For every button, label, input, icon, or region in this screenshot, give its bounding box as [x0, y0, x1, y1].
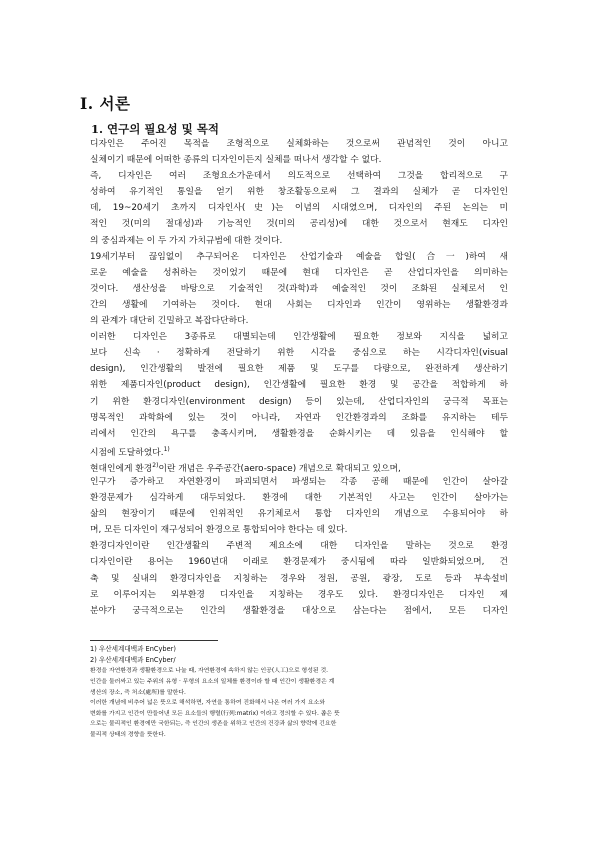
text-line: 성하여 유기적인 통일을 얻기 위한 창조활동으로써 그 결과의 실체가 곧 디자인인: [90, 187, 508, 198]
chapter-title: Ⅰ. 서론: [80, 94, 131, 113]
text-line: 삶의 현장이기 때문에 인위적인 유기체로서 통합 디자인의 개념으로 수용되어야 하: [90, 509, 508, 520]
footnote: 1) 우산세계대백과 EnCyber): [90, 645, 176, 653]
footnote-text: 으로는 물리적인 환경에만 국한되는, 즉 인간의 생존을 위하고 인간의 건강과 삶의 향락에 긴요한: [90, 721, 337, 728]
footnote-text: 인간을 둘러싸고 있는 주위의 유형 · 무형의 요소의 일체를 환경이라 할 때 인간이 생활환경은 계: [90, 679, 335, 685]
text-line: 이러한 디자인은 3종류로 대별되는데 인간생활에 필요한 정보와 지식을 넓히고: [90, 332, 508, 343]
text-line: 로운 예술을 성취하는 것이었기 때문에 현대 디자인은 곧 산업디자인을 의미하는: [90, 267, 508, 278]
body-text: [90, 136, 508, 619]
text-line: 위한 제품디자인(product design), 인간생활에 필요한 환경 및 공간을 적합하게 하: [90, 380, 508, 391]
text-line: 디자인이란 용어는 1960년대 이래로 환경문제가 중시됨에 따라 일반화되었으며, 건: [90, 557, 508, 568]
text-line: 디자인은 주어진 목적을 조형적으로 실체화하는 것으로써 관념적인 것이 아니고: [90, 139, 508, 149]
footnote-ref: 1): [163, 445, 170, 453]
footnote-text: 물리적 상태의 경향을 뜻한다.: [90, 731, 166, 738]
text-line: design), 인간생활의 발전에 필요한 제품 및 도구를 다량으로, 완전하게 생산하기: [90, 364, 508, 375]
text-line: 환경디자인이란 인간생활의 주변적 제요소에 대한 디자인을 말하는 것으로 환경: [90, 541, 508, 552]
text-line: 의 중심과제는 이 두 가지 가치규범에 대한 것이다.: [90, 235, 283, 246]
text-line: 실체이기 때문에 어떠한 종류의 디자인이든지 실체를 떠나서 생각할 수 없다.: [90, 155, 382, 166]
text-line: 환경문제가 심각하게 대두되었다. 환경에 대한 기본적인 사고는 인간이 살아가는: [90, 493, 508, 504]
footnote-divider: [90, 640, 218, 641]
footnote-text: 환경을 자연환경과 생활환경으로 나눌 때, 자연환경에 속하지 않는 인공(人工)으로 형성된 것.: [90, 668, 329, 675]
text-line: 로 이루어지는 외부환경 디자인을 지칭하는 경우도 있다. 환경디자인은 디자인 제: [90, 589, 508, 600]
text-line: 보다 신속 · 정확하게 전달하기 위한 시각을 중심으로 하는 시각디자인(visual: [90, 348, 508, 359]
text-line: 며, 모든 디자인이 재구성되어 환경으로 통합되어야 한다는 데 있다.: [90, 525, 348, 536]
text-line: 축 및 실내의 환경디자인을 지칭하는 경우와 정원, 공원, 광장, 도로 등과 부속설비: [90, 573, 508, 584]
text-line: 리에서 인간의 욕구를 충족시키며, 생활환경을 순화시키는 데 있음을 인식해야 할: [90, 428, 508, 439]
text-line: [90, 458, 508, 474]
text-line-content: 이란 개념은 우주공간(aero-space) 개념으로 확대되고 있으며,: [158, 463, 401, 474]
footnote-ref: 2): [152, 461, 159, 469]
text-line: 분야가 궁극적으로는 인간의 생활환경을 대상으로 삼는다는 점에서, 모든 디자인: [90, 605, 508, 616]
text-line: 인구가 증가하고 자연환경이 파괴되면서 파생되는 각종 공해 때문에 인간이 살아갈: [90, 476, 508, 487]
section-title: 1. 연구의 필요성 및 목적: [91, 122, 219, 136]
text-line: 데, 19~20세기 초까지 디자인사(史)는 이념의 시대였으며, 디자인의 주된 논의는 미: [90, 203, 508, 214]
text-line: 명목적인 과학화에 있는 것이 아니라, 자연과 인간환경과의 조화를 유지하는 테두: [90, 412, 508, 423]
footnote-text: 변화를 가지고 인간이 만들어낸 모든 요소들의 행렬(行列:matrix) 이라고 정의할 수 있다. 좁은 뜻: [90, 710, 340, 717]
text-line-content: 시점에 도달하였다.: [90, 447, 164, 458]
text-line: 간의 생활에 기여하는 것이다. 현대 사회는 디자인과 인간이 영위하는 생활환경과: [90, 299, 508, 310]
text-line: 기 위한 환경디자인(environment design) 등이 있는데, 산업디자인의 궁극적 목표는: [90, 396, 508, 407]
footnote: 2) 우산세계대백과 EnCyber/: [90, 656, 176, 665]
footnotes: [90, 644, 510, 741]
text-line-content: 현대인에게 환경: [90, 463, 153, 474]
text-line: 19세기부터 끊임없이 추구되어온 디자인은 산업기술과 예술을 합일(合一)하여 새: [90, 251, 508, 262]
footnote-text: 이러한 개념에 비추어 넓은 뜻으로 해석하면, 자연을 통하여 진화해서 나온 여러 가지 요소와: [90, 700, 325, 707]
text-line: 적인 것(미의 절대성)과 기능적인 것(미의 공리성)에 대한 것으로서 현재도 디자인: [90, 219, 508, 230]
footnote-text: 생산의 장소, 즉 처소(處所)를 말한다.: [90, 689, 186, 696]
text-line: [90, 442, 508, 458]
text-line: 것이다. 생산성을 바탕으로 기술적인 것(과학)과 예술적인 것이 조화된 실체로서 인: [90, 283, 508, 294]
text-line: 의 관계가 대단히 긴밀하고 복잡다단하다.: [90, 316, 249, 327]
text-line: 즉, 디자인은 여러 조형요소가운데서 의도적으로 선택하여 그것을 합리적으로 구: [90, 171, 508, 182]
